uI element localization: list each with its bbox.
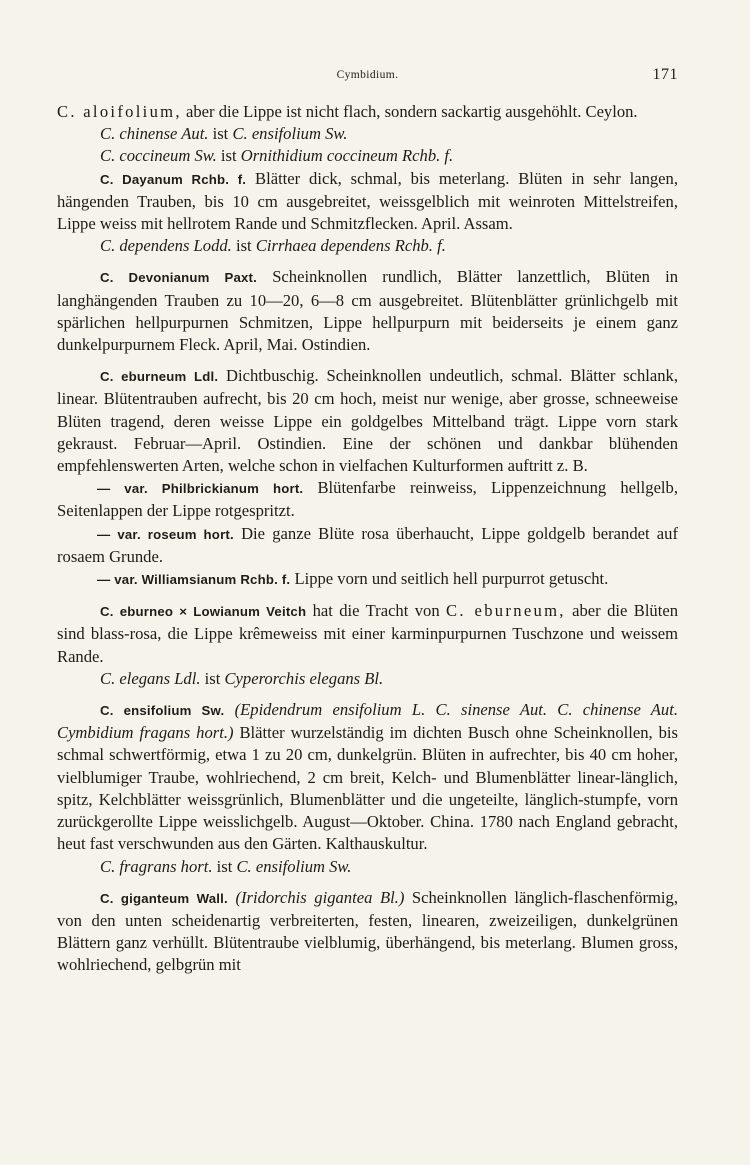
variety-name: — var. Philbrickianum hort. (97, 481, 304, 497)
species-name: C. dependens Lodd. (100, 236, 232, 256)
running-head (57, 66, 678, 88)
entry-text: Blütenfarbe reinweiss, Lippenzeichnung hellgelb, Seitenlappen der Lippe rotgespritzt. (57, 478, 678, 521)
synonyms: (Iridorchis gigantea Bl.) (227, 887, 405, 907)
entry-fragrans (57, 856, 678, 878)
entry-ensifolium (57, 699, 678, 855)
entry-text: Dichtbuschig. Scheinknollen undeutlich, schmal. Blätter schlank, linear. Blütentrauben aufrecht, bis 20 cm hoch, meist nur wenige, aber grosse, schneeweise Blüten tragend, deren weisse Lippe ein goldgelbes Mittelband trägt. Lippe vorn stark gekraust. Februar—April. Ostindien. Eine der schönen und dankbar blühenden empfehlenswerten Arten, welche schon in vielfachen Kulturformen auftritt z. B. (57, 366, 678, 476)
species-name: C. eburneum Ldl. (100, 369, 219, 385)
cross-reference: C. ensifolium Sw. (232, 124, 348, 144)
entry-devonianum (57, 266, 678, 356)
entry-text: Lippe vorn und seitlich hell purpurrot getuscht. (290, 569, 609, 589)
entry-text: hat die Tracht von (306, 601, 447, 621)
cross-reference: Cyperorchis elegans Bl. (224, 668, 384, 688)
entry-var-philbrickianum (57, 477, 678, 522)
hybrid-name: C. eburneo × Lowianum Veitch (100, 604, 307, 620)
connector-text: ist (231, 236, 256, 256)
species-name: C. chinense Aut. (100, 124, 209, 144)
variety-name: — var. roseum hort. (97, 526, 234, 542)
connector-text: ist (200, 668, 225, 688)
entry-coccineum (57, 145, 678, 167)
species-name: C. coccineum Sw. (100, 146, 217, 166)
entry-text: Scheinknollen rundlich, Blätter lanzettlich, Blüten in langhängenden Trauben zu 10—20, 6—8 cm ausgebreitet. Blütenblätter grünlichgelb mit spärlichen hellpurpurnen Schmitzen, Lippe hellpurpurn mit beiderseits je einem ganz dunkelpurpurnem Fleck. April, Mai. Ostindien. (57, 267, 678, 355)
spaced-species-name: C. aloifolium, (57, 102, 182, 121)
connector-text: ist (216, 146, 241, 166)
species-name: C. fragrans hort. (100, 856, 213, 876)
cross-reference: C. ensifolium Sw. (236, 856, 352, 876)
entry-chinense (57, 123, 678, 145)
connector-text: ist (208, 124, 233, 144)
entry-text: Scheinknollen länglich-flaschenförmig, von den unten scheidenartig verbreiterten, festen, linearen, zweizeiligen, dunkelgrünen Blättern ganz verhüllt. Blütentraube vielblumig, überhängend, bis meterlang. Blumen gross, wohlriechend, gelbgrün mit (57, 887, 678, 975)
entry-elegans (57, 668, 678, 690)
variety-name: — var. Williamsianum Rchb. f. (97, 572, 291, 588)
entry-text: aber die Lippe ist nicht flach, sondern sackartig ausgehöhlt. Ceylon. (181, 102, 638, 121)
species-name: C. Dayanum Rchb. f. (100, 171, 247, 187)
connector-text: ist (212, 856, 237, 876)
entry-var-roseum (57, 523, 678, 568)
running-title: Cymbidium. (336, 69, 399, 81)
entry-eburneo-lowianum (57, 600, 678, 668)
page-number: 171 (652, 66, 678, 83)
species-name: C. giganteum Wall. (100, 890, 228, 906)
cross-reference: Cirrhaea dependens Rchb. f. (255, 236, 446, 256)
entry-eburneum (57, 365, 678, 477)
entry-text: aber die Blüten sind blass-rosa, die Lippe krêmeweiss mit einer karminpurpurnen Tuschzone und weissem Rande. (57, 601, 679, 666)
entry-aloifolium-continued (57, 101, 678, 123)
entry-dependens (57, 235, 678, 257)
entry-giganteum (57, 887, 678, 977)
species-name: C. Devonianum Paxt. (100, 270, 258, 286)
species-name: C. ensifolium Sw. (100, 703, 225, 719)
entry-text: Blätter wurzelständig im dichten Busch ohne Scheinknollen, bis schmal schwertförmig, etwa 1 zu 20 cm, dunkelgrün. Blüten in aufrechter, bis 40 cm hoher, vielblumiger Traube, wohlriechend, 2 cm breit, Kelch- und Blumenblätter linear-länglich, spitz, Kelchblätter weissgrünlich, Blumenblätter und die ungeteilte, länglich-stumpfe, vorn zurückgerollte Lippe weisslichgelb. August—Oktober. China. 1780 nach England gebracht, heut fast verschwunden aus den Gärten. Kalthauskultur. (57, 723, 678, 854)
entry-text: Blätter dick, schmal, bis meterlang. Blüten in sehr langen, hängenden Trauben, bis 10 cm ausgebreitet, weissgelblich mit weinroten Mittelstreifen, Lippe weiss mit hellrotem Rande und Schmitzflecken. April. Assam. (57, 168, 678, 234)
entry-var-williamsianum (57, 568, 678, 591)
spaced-species-name: C. eburneum, (446, 601, 566, 621)
cross-reference: Ornithidium coccineum Rchb. f. (240, 146, 454, 166)
entry-dayanum (57, 168, 678, 236)
synonyms: (Epidendrum ensifolium L. C. sinense Aut. C. chinense Aut. Cymbidium fragans hort.) (57, 700, 678, 743)
entry-text: Die ganze Blüte rosa überhaucht, Lippe goldgelb berandet auf rosaem Grunde. (57, 523, 678, 566)
page-body (57, 101, 678, 977)
species-name: C. elegans Ldl. (100, 668, 201, 688)
